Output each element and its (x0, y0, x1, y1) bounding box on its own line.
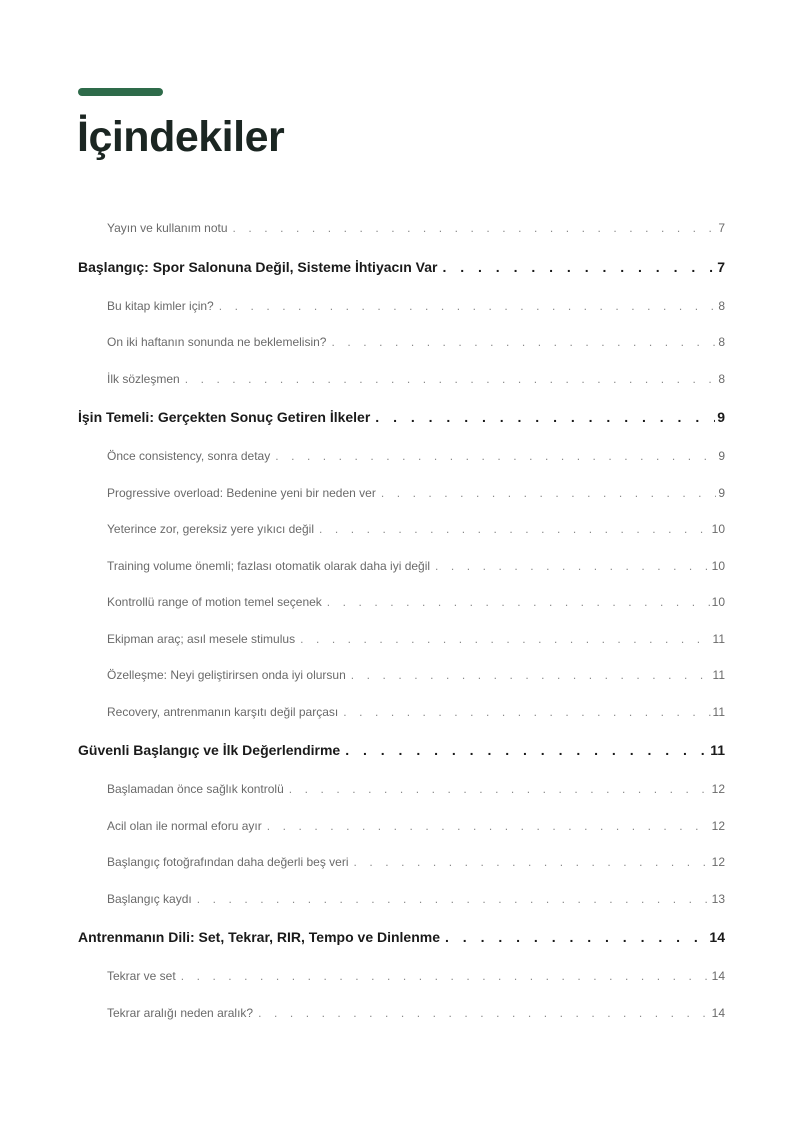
toc-entry-title: Başlamadan önce sağlık kontrolü (107, 782, 284, 796)
toc-entry-title: Progressive overload: Bedenine yeni bir neden ver (107, 485, 376, 500)
toc-chapter-entry[interactable] (78, 399, 725, 440)
toc-section-entry[interactable] (78, 290, 725, 327)
toc-section-entry[interactable] (78, 659, 725, 696)
toc-entry-title: Ekipman araç; asıl mesele stimulus (107, 631, 296, 646)
toc-section-entry[interactable] (78, 212, 725, 249)
toc-dot-leader (219, 290, 717, 322)
toc-dot-leader (275, 440, 716, 472)
toc-page-number: 8 (718, 298, 725, 313)
toc-section-entry[interactable] (78, 696, 725, 733)
toc-section-entry[interactable] (78, 810, 725, 847)
toc-entry-title: Antrenmanın Dili: Set, Tekrar, RIR, Tempo ve Dinlenme (78, 929, 441, 945)
toc-page-number: 11 (712, 668, 725, 682)
toc-dot-leader (289, 773, 710, 805)
toc-page-number: 9 (718, 485, 725, 500)
toc-dot-leader (185, 363, 717, 395)
toc-page-number: 10 (711, 595, 725, 609)
toc-dot-leader (197, 883, 710, 915)
toc-section-entry[interactable] (78, 440, 725, 477)
toc-entry-title: İlk sözleşmen (107, 371, 180, 386)
toc-section-entry[interactable] (78, 513, 725, 550)
toc-dot-leader (331, 326, 716, 358)
toc-dot-leader (445, 919, 707, 955)
toc-chapter-entry[interactable] (78, 919, 725, 960)
toc-dot-leader (435, 550, 710, 582)
toc-entry-title: Başlangıç fotoğrafından daha değerli beş veri (107, 855, 349, 869)
toc-page-number: 8 (718, 371, 725, 386)
toc-section-entry[interactable] (78, 477, 725, 514)
toc-page-number: 14 (711, 969, 725, 983)
toc-entry-title: Güvenli Başlangıç ve İlk Değerlendirme (78, 742, 341, 758)
toc-entry-title: Önce consistency, sonra detay (107, 449, 271, 463)
toc-entry-title: On iki haftanın sonunda ne beklemelisin? (107, 335, 327, 349)
toc-dot-leader (354, 846, 710, 878)
toc-page-number: 10 (711, 558, 725, 573)
toc-section-entry[interactable] (78, 846, 725, 883)
toc-dot-leader (343, 696, 710, 728)
toc-page-number: 11 (712, 704, 725, 719)
page-title: İçindekiler (77, 113, 285, 161)
toc-entry-title: Training volume önemli; fazlası otomatik olarak daha iyi değil (107, 558, 431, 573)
toc-page-number: 7 (717, 258, 725, 275)
toc-dot-leader (442, 249, 715, 285)
toc-page-number: 12 (711, 782, 725, 796)
toc-section-entry[interactable] (78, 623, 725, 660)
toc-chapter-entry[interactable] (78, 249, 725, 290)
toc-dot-leader (233, 212, 717, 244)
toc-entry-title: Yayın ve kullanım notu (107, 221, 228, 235)
toc-dot-leader (351, 659, 711, 691)
toc-chapter-entry[interactable] (78, 732, 725, 773)
toc-dot-leader (267, 810, 710, 842)
toc-entry-title: Yeterince zor, gereksiz yere yıkıcı değil (107, 522, 314, 536)
toc-page-number: 12 (711, 818, 725, 833)
toc-section-entry[interactable] (78, 550, 725, 587)
toc-section-entry[interactable] (78, 883, 725, 920)
toc-dot-leader (375, 399, 715, 435)
toc-page-number: 9 (718, 449, 725, 463)
toc-page-number: 11 (712, 631, 725, 646)
toc-dot-leader (300, 623, 710, 655)
toc-section-entry[interactable] (78, 997, 725, 1034)
toc-entry-title: Başlangıç: Spor Salonuna Değil, Sisteme İhtiyacın Var (78, 258, 438, 275)
toc-page-number: 8 (718, 335, 725, 349)
toc-page-number: 13 (711, 891, 725, 906)
table-of-contents (78, 212, 725, 1033)
toc-entry-title: Başlangıç kaydı (107, 891, 192, 906)
toc-page-number: 14 (709, 929, 725, 945)
toc-entry-title: Recovery, antrenmanın karşıtı değil parçası (107, 704, 339, 719)
toc-dot-leader (327, 586, 710, 618)
toc-page-number: 14 (711, 1005, 725, 1020)
toc-entry-title: Tekrar aralığı neden aralık? (107, 1005, 254, 1020)
toc-dot-leader (381, 477, 716, 509)
toc-entry-title: Tekrar ve set (107, 969, 176, 983)
toc-dot-leader (345, 732, 708, 768)
toc-section-entry[interactable] (78, 773, 725, 810)
toc-page-number: 9 (717, 409, 725, 425)
toc-entry-title: Acil olan ile normal eforu ayır (107, 818, 262, 833)
toc-section-entry[interactable] (78, 363, 725, 400)
toc-page-number: 11 (710, 742, 725, 758)
toc-entry-title: Kontrollü range of motion temel seçenek (107, 595, 322, 609)
toc-section-entry[interactable] (78, 586, 725, 623)
toc-section-entry[interactable] (78, 326, 725, 363)
toc-page-number: 10 (711, 522, 725, 536)
title-accent-bar (78, 88, 163, 96)
toc-page-number: 12 (711, 855, 725, 869)
toc-section-entry[interactable] (78, 960, 725, 997)
toc-dot-leader (319, 513, 710, 545)
toc-entry-title: Özelleşme: Neyi geliştirirsen onda iyi olursun (107, 668, 346, 682)
toc-entry-title: Bu kitap kimler için? (107, 298, 214, 313)
toc-entry-title: İşin Temeli: Gerçekten Sonuç Getiren İlkeler (78, 409, 371, 425)
toc-dot-leader (181, 960, 710, 992)
toc-page-number: 7 (718, 221, 725, 235)
toc-dot-leader (258, 997, 710, 1029)
